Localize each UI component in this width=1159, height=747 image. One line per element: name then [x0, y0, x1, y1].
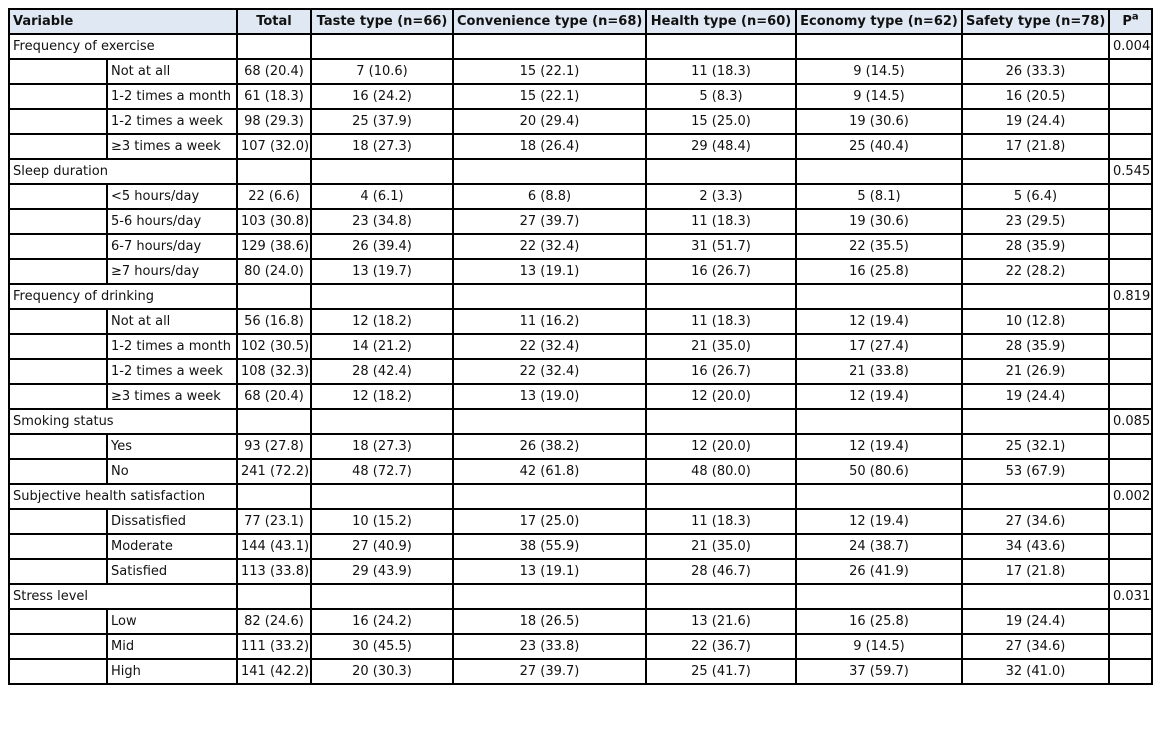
taste-cell: 13 (19.7) [311, 259, 453, 284]
taste-cell: 25 (37.9) [311, 109, 453, 134]
empty-cell [962, 34, 1109, 59]
table-row [9, 109, 1152, 134]
indent-cell [9, 609, 107, 634]
empty-cell [646, 159, 796, 184]
header-taste: Taste type (n=66) [311, 9, 453, 34]
empty-cell [1109, 459, 1152, 484]
convenience-cell: 17 (25.0) [453, 509, 646, 534]
empty-cell [311, 409, 453, 434]
total-cell: 103 (30.8) [237, 209, 311, 234]
empty-cell [1109, 659, 1152, 684]
indent-cell [9, 534, 107, 559]
category-label: Moderate [107, 534, 237, 559]
health-cell: 15 (25.0) [646, 109, 796, 134]
indent-cell [9, 259, 107, 284]
empty-cell [796, 484, 962, 509]
economy-cell: 26 (41.9) [796, 559, 962, 584]
economy-cell: 16 (25.8) [796, 609, 962, 634]
p-value-cell: 0.085 [1109, 409, 1152, 434]
taste-cell: 26 (39.4) [311, 234, 453, 259]
safety-cell: 21 (26.9) [962, 359, 1109, 384]
convenience-cell: 15 (22.1) [453, 84, 646, 109]
empty-cell [1109, 234, 1152, 259]
economy-cell: 9 (14.5) [796, 59, 962, 84]
table-row [9, 309, 1152, 334]
category-label: ≥3 times a week [107, 384, 237, 409]
empty-cell [311, 34, 453, 59]
total-cell: 68 (20.4) [237, 384, 311, 409]
health-cell: 48 (80.0) [646, 459, 796, 484]
economy-cell: 37 (59.7) [796, 659, 962, 684]
total-cell: 108 (32.3) [237, 359, 311, 384]
category-label: 1-2 times a week [107, 359, 237, 384]
total-cell: 80 (24.0) [237, 259, 311, 284]
convenience-cell: 6 (8.8) [453, 184, 646, 209]
empty-cell [962, 159, 1109, 184]
header-safety: Safety type (n=78) [962, 9, 1109, 34]
indent-cell [9, 334, 107, 359]
taste-cell: 20 (30.3) [311, 659, 453, 684]
empty-cell [1109, 134, 1152, 159]
taste-cell: 48 (72.7) [311, 459, 453, 484]
empty-cell [1109, 209, 1152, 234]
total-cell: 111 (33.2) [237, 634, 311, 659]
indent-cell [9, 184, 107, 209]
safety-cell: 19 (24.4) [962, 109, 1109, 134]
taste-cell: 16 (24.2) [311, 609, 453, 634]
taste-cell: 27 (40.9) [311, 534, 453, 559]
empty-cell [1109, 509, 1152, 534]
category-label: 6-7 hours/day [107, 234, 237, 259]
convenience-cell: 42 (61.8) [453, 459, 646, 484]
economy-cell: 12 (19.4) [796, 309, 962, 334]
group-label: Frequency of drinking [9, 284, 237, 309]
empty-cell [646, 584, 796, 609]
taste-cell: 28 (42.4) [311, 359, 453, 384]
empty-cell [453, 584, 646, 609]
safety-cell: 5 (6.4) [962, 184, 1109, 209]
safety-cell: 19 (24.4) [962, 384, 1109, 409]
convenience-cell: 20 (29.4) [453, 109, 646, 134]
total-cell: 129 (38.6) [237, 234, 311, 259]
convenience-cell: 15 (22.1) [453, 59, 646, 84]
indent-cell [9, 659, 107, 684]
header-p-sup: a [1131, 11, 1139, 23]
empty-cell [1109, 384, 1152, 409]
economy-cell: 17 (27.4) [796, 334, 962, 359]
table-row [9, 609, 1152, 634]
group-row [9, 34, 1152, 59]
indent-cell [9, 84, 107, 109]
table-row [9, 234, 1152, 259]
header-health: Health type (n=60) [646, 9, 796, 34]
category-label: Not at all [107, 309, 237, 334]
safety-cell: 23 (29.5) [962, 209, 1109, 234]
group-row [9, 159, 1152, 184]
health-cell: 21 (35.0) [646, 334, 796, 359]
empty-cell [1109, 634, 1152, 659]
empty-cell [646, 484, 796, 509]
category-label: Yes [107, 434, 237, 459]
total-cell: 102 (30.5) [237, 334, 311, 359]
group-label: Subjective health satisfaction [9, 484, 237, 509]
table-row [9, 634, 1152, 659]
category-label: Not at all [107, 59, 237, 84]
empty-cell [311, 584, 453, 609]
total-cell: 107 (32.0) [237, 134, 311, 159]
empty-cell [646, 284, 796, 309]
total-cell: 77 (23.1) [237, 509, 311, 534]
health-cell: 11 (18.3) [646, 509, 796, 534]
empty-cell [1109, 534, 1152, 559]
table-row [9, 209, 1152, 234]
taste-cell: 23 (34.8) [311, 209, 453, 234]
empty-cell [453, 34, 646, 59]
empty-cell [1109, 559, 1152, 584]
empty-cell [237, 284, 311, 309]
header-p-base: P [1122, 14, 1132, 29]
indent-cell [9, 634, 107, 659]
convenience-cell: 22 (32.4) [453, 334, 646, 359]
taste-cell: 12 (18.2) [311, 309, 453, 334]
economy-cell: 9 (14.5) [796, 634, 962, 659]
category-label: High [107, 659, 237, 684]
economy-cell: 21 (33.8) [796, 359, 962, 384]
empty-cell [237, 584, 311, 609]
category-label: ≥3 times a week [107, 134, 237, 159]
convenience-cell: 38 (55.9) [453, 534, 646, 559]
empty-cell [1109, 309, 1152, 334]
safety-cell: 10 (12.8) [962, 309, 1109, 334]
indent-cell [9, 384, 107, 409]
health-cell: 12 (20.0) [646, 384, 796, 409]
safety-cell: 34 (43.6) [962, 534, 1109, 559]
empty-cell [237, 484, 311, 509]
empty-cell [962, 584, 1109, 609]
empty-cell [453, 409, 646, 434]
indent-cell [9, 559, 107, 584]
health-cell: 29 (48.4) [646, 134, 796, 159]
economy-cell: 12 (19.4) [796, 384, 962, 409]
empty-cell [796, 34, 962, 59]
convenience-cell: 23 (33.8) [453, 634, 646, 659]
table-row [9, 459, 1152, 484]
category-label: ≥7 hours/day [107, 259, 237, 284]
convenience-cell: 18 (26.5) [453, 609, 646, 634]
indent-cell [9, 509, 107, 534]
convenience-cell: 13 (19.1) [453, 259, 646, 284]
empty-cell [1109, 359, 1152, 384]
economy-cell: 12 (19.4) [796, 509, 962, 534]
health-cell: 5 (8.3) [646, 84, 796, 109]
category-label: 5-6 hours/day [107, 209, 237, 234]
header-p-value [1109, 9, 1152, 34]
table-row [9, 184, 1152, 209]
health-cell: 2 (3.3) [646, 184, 796, 209]
table-row [9, 334, 1152, 359]
economy-cell: 19 (30.6) [796, 109, 962, 134]
health-cell: 13 (21.6) [646, 609, 796, 634]
empty-cell [1109, 259, 1152, 284]
safety-cell: 25 (32.1) [962, 434, 1109, 459]
table-row [9, 509, 1152, 534]
table-row [9, 559, 1152, 584]
safety-cell: 27 (34.6) [962, 634, 1109, 659]
health-cell: 21 (35.0) [646, 534, 796, 559]
empty-cell [453, 159, 646, 184]
p-value-cell: 0.031 [1109, 584, 1152, 609]
group-row [9, 584, 1152, 609]
table-row [9, 384, 1152, 409]
category-label: No [107, 459, 237, 484]
header-convenience: Convenience type (n=68) [453, 9, 646, 34]
empty-cell [1109, 334, 1152, 359]
category-label: Mid [107, 634, 237, 659]
safety-cell: 17 (21.8) [962, 134, 1109, 159]
empty-cell [796, 284, 962, 309]
convenience-cell: 27 (39.7) [453, 659, 646, 684]
total-cell: 241 (72.2) [237, 459, 311, 484]
convenience-cell: 22 (32.4) [453, 359, 646, 384]
taste-cell: 18 (27.3) [311, 434, 453, 459]
health-cell: 11 (18.3) [646, 209, 796, 234]
empty-cell [237, 159, 311, 184]
category-label: Dissatisfied [107, 509, 237, 534]
convenience-cell: 13 (19.1) [453, 559, 646, 584]
economy-cell: 25 (40.4) [796, 134, 962, 159]
category-label: 1-2 times a month [107, 84, 237, 109]
indent-cell [9, 359, 107, 384]
header-variable: Variable [9, 9, 237, 34]
total-cell: 113 (33.8) [237, 559, 311, 584]
safety-cell: 28 (35.9) [962, 234, 1109, 259]
empty-cell [311, 484, 453, 509]
category-label: Satisfied [107, 559, 237, 584]
empty-cell [1109, 434, 1152, 459]
total-cell: 144 (43.1) [237, 534, 311, 559]
health-cell: 16 (26.7) [646, 359, 796, 384]
table-row [9, 59, 1152, 84]
safety-cell: 22 (28.2) [962, 259, 1109, 284]
empty-cell [962, 484, 1109, 509]
p-value-cell: 0.002 [1109, 484, 1152, 509]
empty-cell [1109, 609, 1152, 634]
economy-cell: 24 (38.7) [796, 534, 962, 559]
indent-cell [9, 234, 107, 259]
convenience-cell: 27 (39.7) [453, 209, 646, 234]
health-cell: 22 (36.7) [646, 634, 796, 659]
total-cell: 68 (20.4) [237, 59, 311, 84]
health-cell: 11 (18.3) [646, 59, 796, 84]
total-cell: 98 (29.3) [237, 109, 311, 134]
empty-cell [311, 159, 453, 184]
convenience-cell: 26 (38.2) [453, 434, 646, 459]
taste-cell: 10 (15.2) [311, 509, 453, 534]
indent-cell [9, 459, 107, 484]
taste-cell: 14 (21.2) [311, 334, 453, 359]
empty-cell [796, 409, 962, 434]
taste-cell: 16 (24.2) [311, 84, 453, 109]
empty-cell [796, 584, 962, 609]
health-cell: 16 (26.7) [646, 259, 796, 284]
header-economy: Economy type (n=62) [796, 9, 962, 34]
empty-cell [453, 484, 646, 509]
economy-cell: 22 (35.5) [796, 234, 962, 259]
convenience-cell: 18 (26.4) [453, 134, 646, 159]
economy-cell: 12 (19.4) [796, 434, 962, 459]
indent-cell [9, 434, 107, 459]
indent-cell [9, 309, 107, 334]
safety-cell: 28 (35.9) [962, 334, 1109, 359]
health-cell: 28 (46.7) [646, 559, 796, 584]
group-label: Stress level [9, 584, 237, 609]
indent-cell [9, 109, 107, 134]
health-cell: 25 (41.7) [646, 659, 796, 684]
p-value-cell: 0.545 [1109, 159, 1152, 184]
convenience-cell: 11 (16.2) [453, 309, 646, 334]
economy-cell: 19 (30.6) [796, 209, 962, 234]
taste-cell: 4 (6.1) [311, 184, 453, 209]
total-cell: 82 (24.6) [237, 609, 311, 634]
total-cell: 93 (27.8) [237, 434, 311, 459]
table-row [9, 259, 1152, 284]
category-label: 1-2 times a week [107, 109, 237, 134]
empty-cell [1109, 84, 1152, 109]
safety-cell: 27 (34.6) [962, 509, 1109, 534]
table-row [9, 359, 1152, 384]
health-cell: 11 (18.3) [646, 309, 796, 334]
taste-cell: 18 (27.3) [311, 134, 453, 159]
total-cell: 22 (6.6) [237, 184, 311, 209]
total-cell: 61 (18.3) [237, 84, 311, 109]
empty-cell [237, 409, 311, 434]
empty-cell [1109, 59, 1152, 84]
empty-cell [962, 284, 1109, 309]
empty-cell [1109, 184, 1152, 209]
header-total: Total [237, 9, 311, 34]
taste-cell: 29 (43.9) [311, 559, 453, 584]
table-row [9, 534, 1152, 559]
safety-cell: 16 (20.5) [962, 84, 1109, 109]
empty-cell [453, 284, 646, 309]
table-row [9, 434, 1152, 459]
data-table [8, 8, 1153, 685]
safety-cell: 19 (24.4) [962, 609, 1109, 634]
safety-cell: 32 (41.0) [962, 659, 1109, 684]
table-row [9, 134, 1152, 159]
safety-cell: 17 (21.8) [962, 559, 1109, 584]
category-label: <5 hours/day [107, 184, 237, 209]
indent-cell [9, 59, 107, 84]
taste-cell: 30 (45.5) [311, 634, 453, 659]
header-row [9, 9, 1152, 34]
total-cell: 141 (42.2) [237, 659, 311, 684]
group-row [9, 484, 1152, 509]
safety-cell: 53 (67.9) [962, 459, 1109, 484]
indent-cell [9, 134, 107, 159]
p-value-cell: 0.004 [1109, 34, 1152, 59]
table-row [9, 659, 1152, 684]
table-row [9, 84, 1152, 109]
health-cell: 31 (51.7) [646, 234, 796, 259]
group-row [9, 409, 1152, 434]
category-label: 1-2 times a month [107, 334, 237, 359]
health-cell: 12 (20.0) [646, 434, 796, 459]
total-cell: 56 (16.8) [237, 309, 311, 334]
convenience-cell: 22 (32.4) [453, 234, 646, 259]
empty-cell [237, 34, 311, 59]
empty-cell [646, 34, 796, 59]
empty-cell [311, 284, 453, 309]
indent-cell [9, 209, 107, 234]
empty-cell [1109, 109, 1152, 134]
p-value-cell: 0.819 [1109, 284, 1152, 309]
group-label: Smoking status [9, 409, 237, 434]
empty-cell [796, 159, 962, 184]
safety-cell: 26 (33.3) [962, 59, 1109, 84]
category-label: Low [107, 609, 237, 634]
group-label: Sleep duration [9, 159, 237, 184]
taste-cell: 7 (10.6) [311, 59, 453, 84]
economy-cell: 16 (25.8) [796, 259, 962, 284]
taste-cell: 12 (18.2) [311, 384, 453, 409]
economy-cell: 5 (8.1) [796, 184, 962, 209]
convenience-cell: 13 (19.0) [453, 384, 646, 409]
economy-cell: 9 (14.5) [796, 84, 962, 109]
empty-cell [646, 409, 796, 434]
group-label: Frequency of exercise [9, 34, 237, 59]
economy-cell: 50 (80.6) [796, 459, 962, 484]
group-row [9, 284, 1152, 309]
empty-cell [962, 409, 1109, 434]
